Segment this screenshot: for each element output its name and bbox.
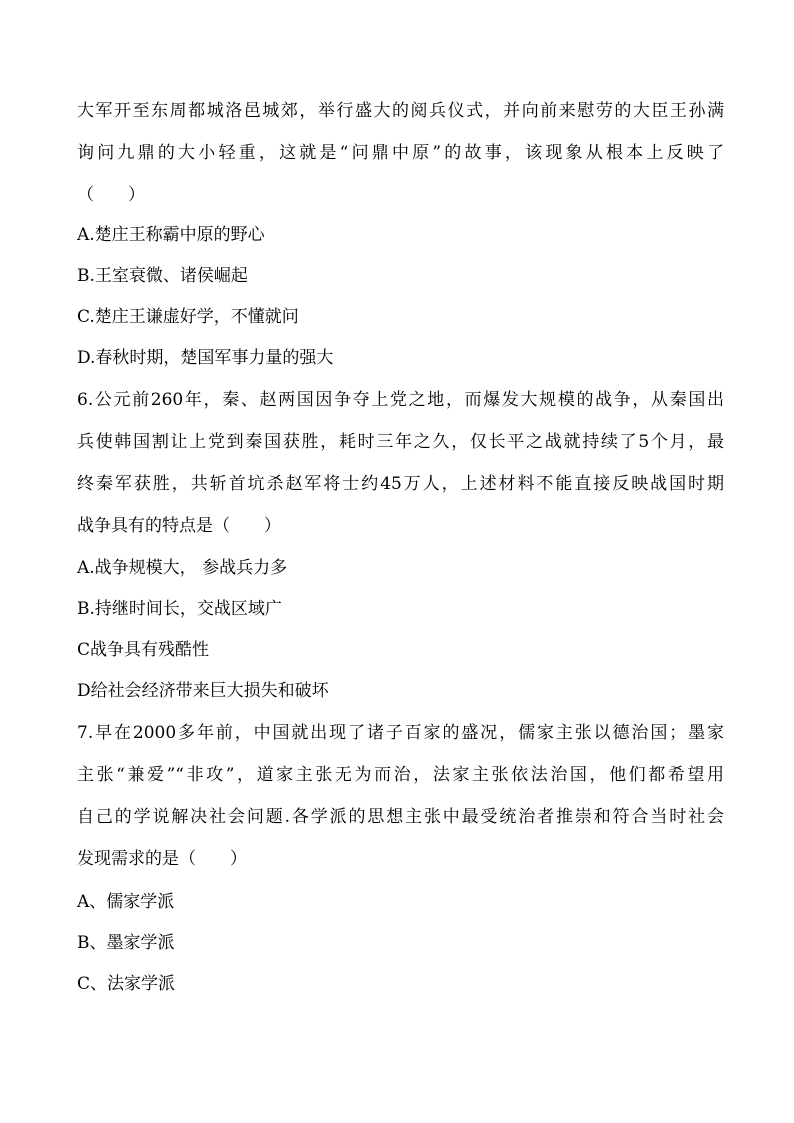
- q5-answer-blank: （ ）: [77, 185, 145, 205]
- q6-stem-line-1: 6.公元前260年，秦、赵两国因争夺上党之地，而爆发大规模的战争，从秦国出: [77, 390, 724, 410]
- q6-option-d: D给社会经济带来巨大损失和破坏: [77, 681, 329, 701]
- q7-option-a: A、儒家学派: [77, 892, 175, 912]
- q5-stem-line-2: 询问九鼎的大小轻重，这就是“问鼎中原”的故事，该现象从根本上反映了: [77, 143, 724, 163]
- q6-option-b: B.持继时间长，交战区域广: [77, 599, 282, 619]
- q7-stem-line-3: 自己的学说解决社会问题.各学派的思想主张中最受统治者推崇和符合当时社会: [77, 807, 724, 827]
- q7-stem-line-2: 主张“兼爱”“非攻”，道家主张无为而治，法家主张依法治国，他们都希望用: [77, 765, 724, 785]
- q7-option-b: B、墨家学派: [77, 933, 175, 953]
- q6-stem-line-4: 战争具有的特点是（ ）: [77, 516, 281, 536]
- q5-option-a: A.楚庄王称霸中原的野心: [77, 225, 265, 245]
- q5-option-c: C.楚庄王谦虚好学，不懂就问: [77, 307, 299, 327]
- q6-option-c: C战争具有残酷性: [77, 640, 210, 660]
- q6-stem-line-2: 兵使韩国割让上党到秦国获胜，耗时三年之久，仅长平之战就持续了5个月，最: [77, 432, 724, 452]
- q7-option-c: C、法家学派: [77, 974, 176, 994]
- q6-option-a: A.战争规模大， 参战兵力多: [77, 558, 288, 578]
- q7-stem-line-1: 7.早在2000多年前，中国就出现了诸子百家的盛况，儒家主张以德治国；墨家: [77, 723, 724, 743]
- q7-stem-line-4: 发现需求的是（ ）: [77, 849, 247, 869]
- q5-option-d: D.春秋时期，楚国军事力量的强大: [77, 348, 334, 368]
- q5-option-b: B.王室衰微、诸侯崛起: [77, 266, 248, 286]
- q6-stem-line-3: 终秦军获胜，共斩首坑杀赵军将士约45万人，上述材料不能直接反映战国时期: [77, 474, 724, 494]
- q5-stem-line-1: 大军开至东周都城洛邑城郊，举行盛大的阅兵仪式，并向前来慰劳的大臣王孙满: [77, 101, 724, 121]
